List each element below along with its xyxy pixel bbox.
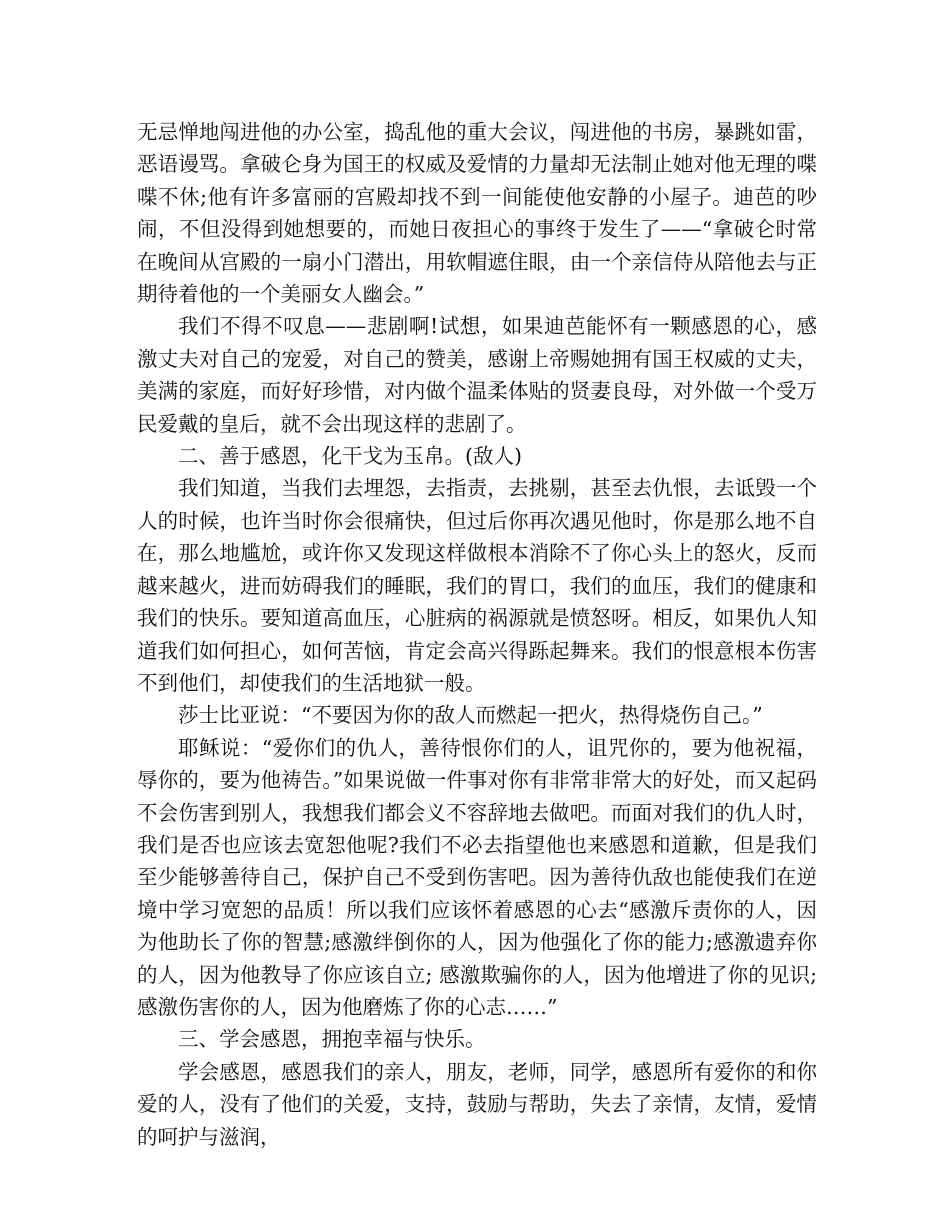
section-heading-two: 二、善于感恩，化干戈为玉帛。(敌人) [178, 444, 522, 469]
paragraph-tragedy-reflection: 我们不得不叹息——悲剧啊!试想，如果迪芭能怀有一颗感恩的心，感激丈夫对自己的宠爱，对自己的赞美，感谢上帝赐她拥有国王权威的丈夫，美满的家庭，而好好珍惜，对内做个温柔体贴的贤妻良母，对外做一个受万民爱戴的皇后，就不会出现这样的悲剧了。 [137, 314, 817, 436]
paragraph-shakespeare-quote: 莎士比亚说：“不要因为你的敌人而燃起一把火，热得烧伤自己。” [178, 703, 763, 728]
paragraph-gratitude: 学会感恩，感恩我们的亲人，朋友，老师，同学，感恩所有爱你的和你爱的人，没有了他们的关爱，支持，鼓励与帮助，失去了亲情，友情，爱情的呵护与滋润， [137, 1059, 817, 1149]
paragraph-jesus-quote: 耶稣说：“爱你们的仇人，善待恨你们的人，诅咒你的，要为他祝福，辱你的，要为他祷告。”如果说做一件事对你有非常非常大的好处，而又起码不会伤害到别人，我想我们都会义不容辞地去做吧。而面对我们的仇人时，我们是否也应该去宽恕他呢?我们不必去指望他也来感恩和道歉，但是我们至少能够善待自己，保护自己不受到伤害吧。因为善待仇敌也能使我们在逆境中学习宽恕的品质！所以我们应该怀着感恩的心去“感激斥责你的人，因为他助长了你的智慧;感激绊倒你的人，因为他强化了你的能力;感激遗弃你的人，因为他教导了你应该自立; 感激欺骗你的人，因为他增进了你的见识;感激伤害你的人，因为他磨炼了你的心志……” [137, 735, 817, 1019]
section-heading-three: 三、学会感恩，拥抱幸福与快乐。 [178, 1027, 486, 1052]
paragraph-napoleon-continued: 无忌惮地闯进他的办公室，捣乱他的重大会议，闯进他的书房，暴跳如雷，恶语谩骂。拿破仑身为国王的权威及爱情的力量却无法制止她对他无理的喋喋不休;他有许多富丽的宫殿却找不到一间能使他安静的小屋子。迪芭的吵闹，不但没得到她想要的，而她日夜担心的事终于发生了——“拿破仑时常在晚间从宫殿的一扇小门潜出，用软帽遮住眼，由一个亲信侍从陪他去与正期待着他的一个美丽女人幽会。” [137, 120, 817, 307]
document-body [137, 116, 817, 1153]
paragraph-anger: 我们知道，当我们去埋怨，去指责，去挑剔，甚至去仇恨，去诋毁一个人的时候，也许当时你会很痛快，但过后你再次遇见他时，你是那么地不自在，那么地尴尬，或许你又发现这样做根本消除不了你心头上的怒火，反而越来越火，进而妨碍我们的睡眠，我们的胃口，我们的血压，我们的健康和我们的快乐。要知道高血压，心脏病的祸源就是愤怒呀。相反，如果仇人知道我们如何担心，如何苦恼，肯定会高兴得跞起舞来。我们的恨意根本伤害不到他们，却使我们的生活地狱一般。 [137, 476, 817, 695]
